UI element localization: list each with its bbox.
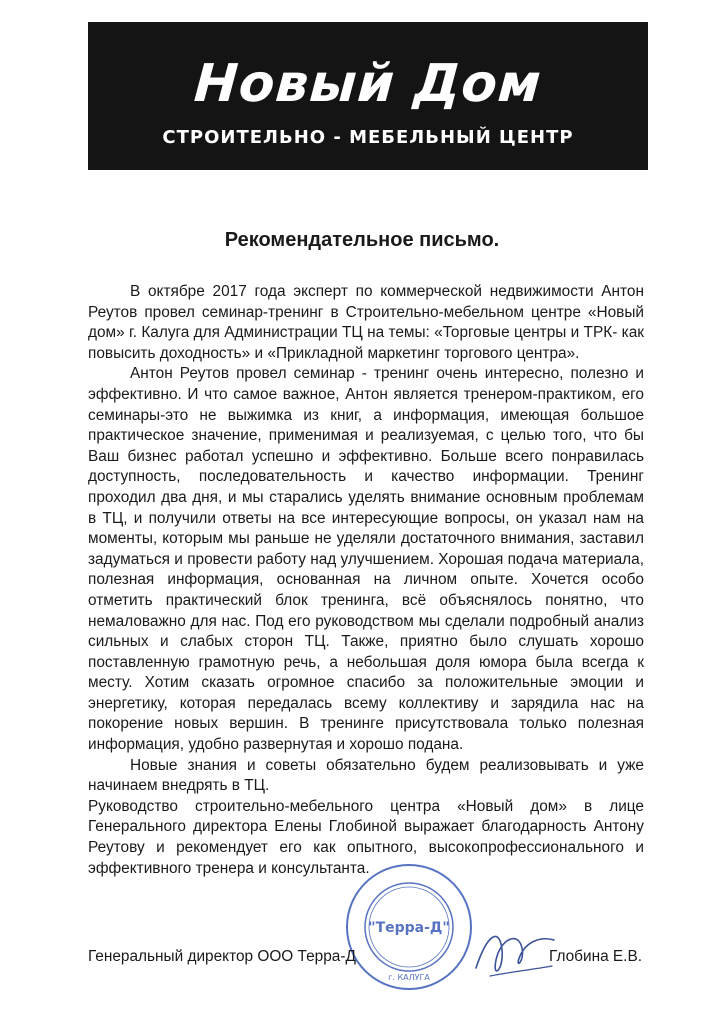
header-banner — [88, 22, 648, 170]
brand-logo-name: Новый Дом — [192, 54, 544, 114]
stamp-city-text: г. КАЛУГА — [388, 973, 430, 982]
paragraph-plans: Новые знания и советы обязательно будем реализовывать и уже начинаем внедрять в ТЦ. — [88, 756, 644, 795]
signatory-name: Глобина Е.В. — [548, 948, 642, 965]
paragraph-feedback: Антон Реутов провел семинар - тренинг очень интересно, полезно и эффективно. И что самое важное, Антон является тренером-практиком, его семинары-это не выжимка из книг, а информация, имеющая большое практическое значение, применимая и реализуемая, с целью того, что бы Ваш бизнес работал успешно и эффективно. Больше всего понравилась доступность, последовательность и качество информации. Тренинг проходил два дня, и мы старались уделять внимание основным проблемам в ТЦ, и получили ответы на все интересующие вопросы, он указал нам на моменты, которым мы раньше не уделяли достаточного внимания, заставил задуматься и провести работу над улучшением. Хорошая подача материала, полезная информация, основанная на личном опыте. Хочется особо отметить практический блок тренинга, всё объяснялось понятно, что немаловажно для нас. Под его руководством мы сделали подробный анализ сильных и слабых сторон ТЦ. Также, приятно было слушать хорошо поставленную грамотную речь, а небольшая доля юмора была всегда к месту. Хотим сказать огромное спасибо за положительные эмоции и энергетику, которая передалась всему коллективу и зарядила нас на покорение новых вершин. В тренинге присутствовала только полезная информация, удобно развернутая и хорошо подана. — [88, 365, 644, 754]
handwritten-signature — [470, 910, 560, 990]
paragraph-intro: В октябре 2017 года эксперт по коммерческой недвижимости Антон Реутов провел семинар-тренинг в Строительно-мебельном центре «Новый дом» г. Калуга для Администрации ТЦ на темы: «Торговые центры и ТРК- как повысить доходность» и «Прикладной маркетинг торгового центра». — [88, 283, 644, 362]
signatory-position: Генеральный директор ООО Терра-Д — [88, 948, 356, 965]
letter-body — [88, 282, 644, 879]
paragraph-recommendation: Руководство строительно-мебельного центра «Новый дом» в лице Генерального директора Елены Глобиной выражает благодарность Антону Реутову и рекомендует его как опытного, высокопрофессионального и эффективного тренера и консультанта. — [88, 797, 644, 877]
brand-tagline: СТРОИТЕЛЬНО - МЕБЕЛЬНЫЙ ЦЕНТР — [162, 127, 574, 148]
letter-title: Рекомендательное письмо. — [224, 229, 500, 251]
company-stamp — [344, 862, 474, 992]
stamp-center-text: "Терра-Д" — [368, 920, 450, 936]
